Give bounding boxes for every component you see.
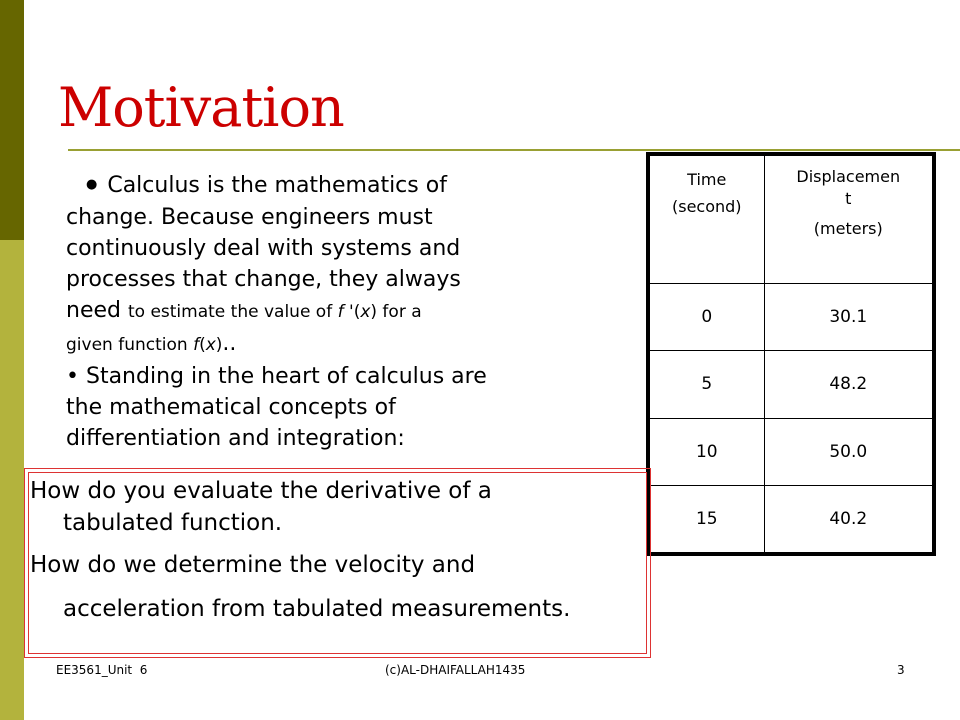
bullet-dot-icon: ● [86,176,98,192]
bullet-1-line-5: need to estimate the value of f '(x) for a [66,297,422,323]
cell-time: 10 [650,418,765,485]
cell-time: 5 [650,351,765,418]
side-bar-dark [0,0,24,240]
bullet-list [66,170,606,454]
bullet-2-line-2: the mathematical concepts of [66,394,396,420]
table-header-row [650,156,933,284]
question-2: How do we determine the velocity and [30,552,476,578]
bullet-1-line-3: continuously deal with systems and [66,235,461,261]
bullet-1-line-4: processes that change, they always [66,266,461,292]
cell-displacement: 50.0 [764,418,932,485]
bullet-1: ● Calculus is the mathematics of [86,173,447,198]
cell-displacement: 30.1 [764,284,932,351]
bullet-dot-icon: • [66,363,79,389]
table-row [650,485,933,552]
title-rule [68,149,960,151]
header-displacement: Displacemen t (meters) [764,156,932,284]
data-table [646,152,936,556]
bullet-2-line-3: differentiation and integration: [66,425,405,451]
side-bar-light [0,240,24,720]
bullet-2: • Standing in the heart of calculus are [66,363,487,389]
bullet-1-line-2: change. Because engineers must [66,204,433,230]
footer-page-number: 3 [897,663,905,677]
question-1: How do you evaluate the derivative of a [30,478,492,504]
cell-displacement: 48.2 [764,351,932,418]
cell-time: 15 [650,485,765,552]
footer-course: EE3561_Unit 6 [56,663,148,677]
header-time: Time (second) [650,156,765,284]
table-row [650,418,933,485]
footer-copyright: (c)AL-DHAIFALLAH1435 [385,663,526,677]
cell-displacement: 40.2 [764,485,932,552]
question-1-cont: tabulated function. [63,510,283,536]
slide-title: Motivation [58,76,344,139]
table-row [650,284,933,351]
table-row [650,351,933,418]
question-2-cont: acceleration from tabulated measurements. [63,596,571,622]
bullet-1-line-6: given function f(x).. [66,330,237,356]
cell-time: 0 [650,284,765,351]
